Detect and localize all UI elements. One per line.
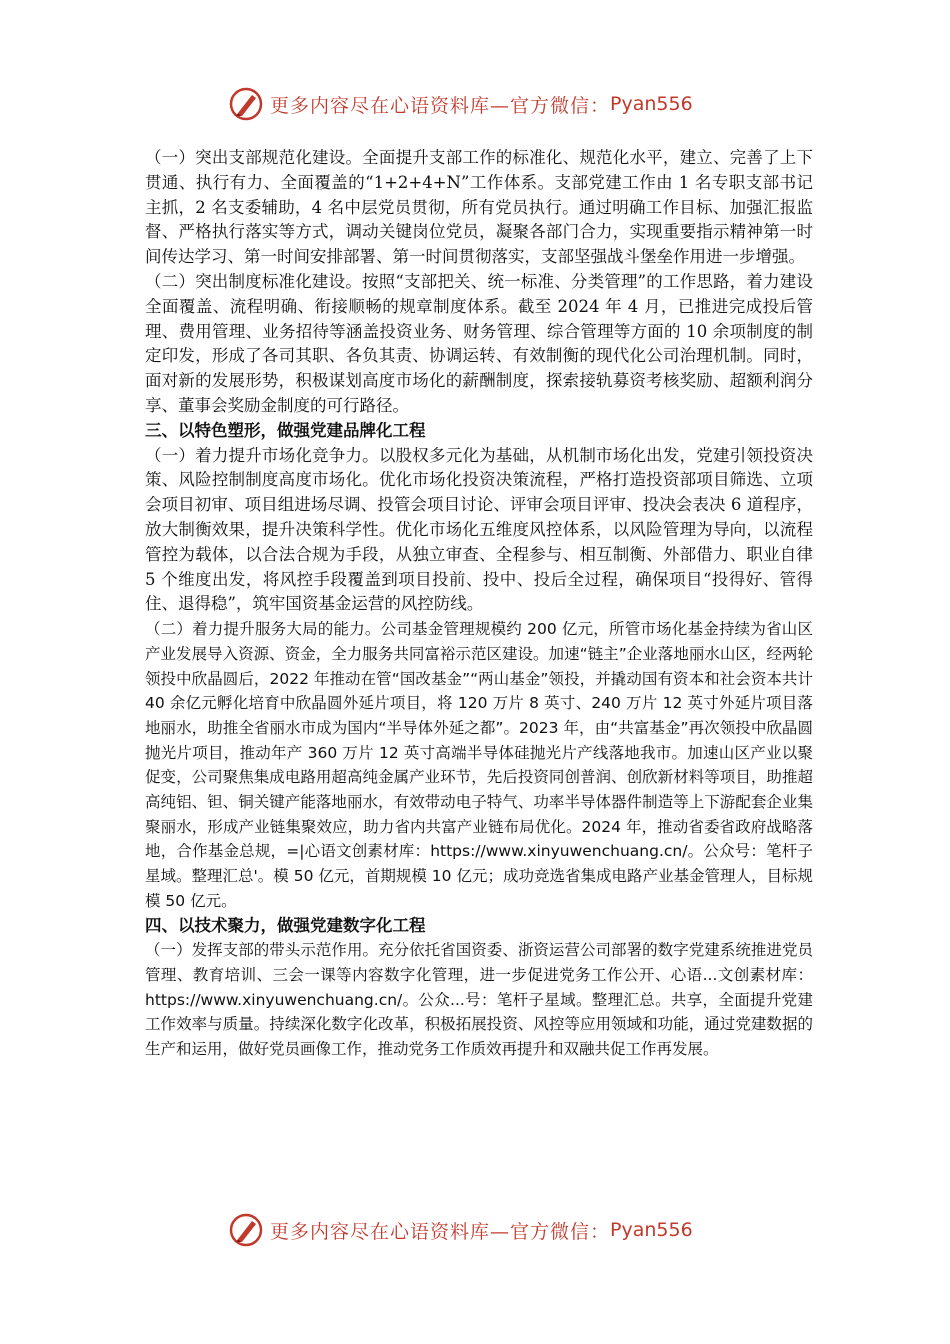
section-heading: 三、以特色塑形，做强党建品牌化工程 xyxy=(145,420,426,440)
pen-logo-icon xyxy=(228,86,264,122)
paragraph: （二）突出制度标准化建设。按照“支部把关、统一标准、分类管理”的工作思路，着力建设全面覆盖、流程明确、衔接顺畅的规章制度体系。截至 2024 年 4 月，已推进完成投后管理、费用管理、业务招待等涵盖投资业务、财务管理、综合管理等方面的 10 余项制度的制定印发，形成了各司其职、各负其责、协调运转、有效制衡的现代化公司治理机制。同时，面对新的发展形势，积极谋划高度市场化的薪酬制度，探索接轨募资考核奖励、超额利润分享、董事会奖励金制度的可行路径。 xyxy=(145,271,813,415)
banner-text: 更多内容尽在心语资料库—官方微信： xyxy=(270,1220,611,1243)
section-heading: 四、以技术聚力，做强党建数字化工程 xyxy=(145,915,426,935)
header-banner xyxy=(228,84,693,124)
banner-wechat-id: Pyan556 xyxy=(610,1219,693,1241)
paragraph: （一）发挥支部的带头示范作用。充分依托省国资委、浙资运营公司部署的数字党建系统推进党员管理、教育培训、三会一课等内容数字化管理，进一步促进党务工作公开、心语...文创素材库：https://www.xinyuwenchuang.cn/。公众...号：笔杆子星域。整理汇总。共享，全面提升党建工作效率与质量。持续深化数字化改革，积极拓展投资、风控等应用领域和功能，通过党建数据的生产和运用，做好党员画像工作，推动党务工作质效再提升和双融共促工作再发展。 xyxy=(145,941,813,1059)
banner-wechat-id: Pyan556 xyxy=(610,93,693,115)
pen-logo-icon xyxy=(228,1212,264,1248)
paragraph: （二）着力提升服务大局的能力。公司基金管理规模约 200 亿元，所管市场化基金持续为省山区产业发展导入资源、资金，全力服务共同富裕示范区建设。加速“链主”企业落地丽水山区，经两轮领投中欣晶圆后，2022 年推动在管“国改基金”“两山基金”领投，并撬动国有资本和社会资本共计 40 余亿元孵化培育中欣晶圆外延片项目，将 120 万片 8 英寸、240 万片 12 英寸外延片项目落地丽水，助推全省丽水市成为国内“半导体外延之都”。2023 年，由“共富基金”再次领投中欣晶圆抛光片项目，推动年产 360 万片 12 英寸高端半导体硅抛光片产线落地我市。加速山区产业以聚促变，公司聚焦集成电路用超高纯金属产业环节，先后投资同创普润、创欣新材料等项目，助推超高纯铝、钽、铜关键产能落地丽水，有效带动电子特气、功率半导体器件制造等上下游配套企业集聚丽水，形成产业链集聚效应，助力省内共富产业链布局优化。2024 年，推动省委省政府战略落地，合作基金总规，=|心语文创素材库：https://www.xinyuwenchuang.cn/。公众号：笔杆子星域。整理汇总'。模 50 亿元，首期规模 10 亿元；成功竞选省集成电路产业基金管理人，目标规模 50 亿元。 xyxy=(145,620,813,910)
footer-banner xyxy=(228,1210,693,1250)
banner-text: 更多内容尽在心语资料库—官方微信： xyxy=(270,94,611,117)
paragraph: （一）着力提升市场化竞争力。以股权多元化为基础，从机制市场化出发，党建引领投资决策、风险控制制度高度市场化。优化市场化投资决策流程，严格打造投资部项目筛选、立项会项目初审、项目组进场尽调、投管会项目讨论、评审会项目评审、投决会表决 6 道程序，放大制衡效果，提升决策科学性。优化市场化五维度风控体系，以风险管理为导向，以流程管控为载体，以合法合规为手段，从独立审查、全程参与、相互制衡、外部借力、职业自律 5 个维度出发，将风控手段覆盖到项目投前、投中、投后全过程，确保项目“投得好、管得住、退得稳”，筑牢国资基金运营的风控防线。 xyxy=(145,445,813,614)
paragraph: （一）突出支部规范化建设。全面提升支部工作的标准化、规范化水平，建立、完善了上下贯通、执行有力、全面覆盖的“1+2+4+N”工作体系。支部党建工作由 1 名专职支部书记主抓，2 名支委辅助，4 名中层党员贯彻，所有党员执行。通过明确工作目标、加强汇报监督、严格执行落实等方式，调动关键岗位党员，凝聚各部门合力，实现重要指示精神第一时间传达学习、第一时间安排部署、第一时间贯彻落实，支部坚强战斗堡垒作用进一步增强。 xyxy=(145,148,813,267)
document-body xyxy=(145,146,813,1062)
